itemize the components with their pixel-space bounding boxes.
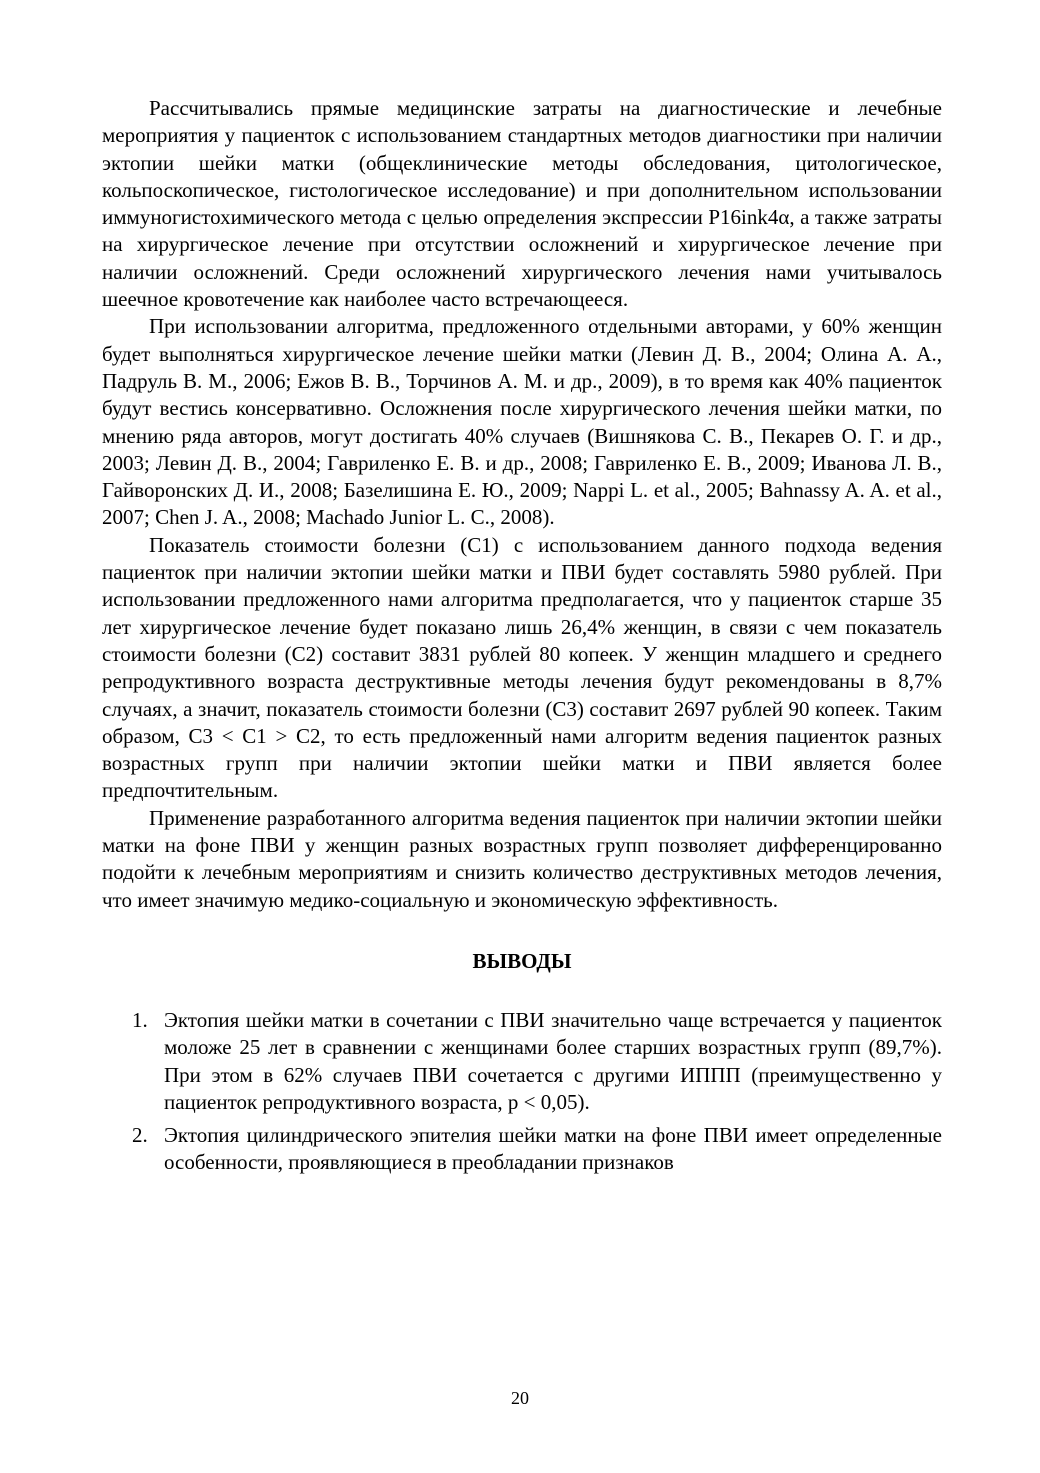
page-number: 20: [511, 1388, 529, 1408]
conclusion-number: 1.: [132, 1007, 148, 1032]
paragraph-cost-of-illness: Показатель стоимости болезни (С1) с использованием данного подхода ведения пациенток при наличии эктопии шейки матки и ПВИ будет составлять 5980 рублей. При использовании предложенного нами алгоритма предполагается, что у пациенток старше 35 лет хирургическое лечение будет показано лишь 26,4% женщин, в связи с чем показатель стоимости болезни (С2) составит 3831 рублей 80 копеек. У женщин младшего и среднего репродуктивного возраста деструктивные методы лечения будут рекомендованы в 8,7% случаях, а значит, показатель стоимости болезни (С3) составит 2697 рублей 90 копеек. Таким образом, С3 < С1 > С2, то есть предложенный нами алгоритм ведения пациенток разных возрастных групп при наличии эктопии шейки матки и ПВИ является более предпочтительным.: [102, 532, 942, 803]
section-heading-conclusions: ВЫВОДЫ: [472, 948, 572, 973]
conclusion-text: Эктопия цилиндрического эпителия шейки матки на фоне ПВИ имеет определенные особенности, проявляющиеся в преобладании признаков: [164, 1123, 942, 1175]
paragraph-algorithm-comparison: При использовании алгоритма, предложенного отдельными авторами, у 60% женщин будет выполняться хирургическое лечение шейки матки (Левин Д. В., 2004; Олина А. А., Падруль В. М., 2006; Ежов В. В., Торчинов А. М. и др., 2009), в то время как 40% пациенток будут вестись консервативно. Осложнения после хирургического лечения шейки матки, по мнению ряда авторов, могут достигать 40% случаев (Вишнякова С. В., Пекарев О. Г. и др., 2003; Левин Д. В., 2004; Гавриленко Е. В. и др., 2008; Гавриленко Е. В., 2009; Иванова Л. В., Гайворонских Д. И., 2008; Базелишина Е. Ю., 2009; Nappi L. et al., 2005; Bahnassy A. A. et al., 2007; Chen J. A., 2008; Machado Junior L. C., 2008).: [102, 314, 942, 530]
conclusion-text: Эктопия шейки матки в сочетании с ПВИ значительно чаще встречается у пациенток моложе 25 лет в сравнении с женщинами более старших возрастных групп (89,7%). При этом в 62% случаев ПВИ сочетается с другими ИППП (преимущественно у пациенток репродуктивного возраста, p < 0,05).: [164, 1007, 942, 1114]
paragraph-direct-costs: Рассчитывались прямые медицинские затраты на диагностические и лечебные мероприятия у пациенток с использованием стандартных методов диагностики при наличии эктопии шейки матки (общеклинические методы обследования, цитологическое, кольпоскопическое, гистологическое исследование) и при дополнительном использовании иммуногистохимического метода с целью определения экспрессии P16ink4α, а также затраты на хирургическое лечение при отсутствии осложнений и хирургическое лечение при наличии осложнений. Среди осложнений хирургического лечения нами учитывалось шеечное кровотечение как наиболее часто встречающееся.: [102, 96, 942, 312]
conclusions-list: [102, 1007, 942, 1177]
conclusion-number: 2.: [132, 1123, 148, 1148]
document-body: [102, 95, 942, 1183]
conclusion-item: [102, 1007, 942, 1116]
paragraph-algorithm-benefit: Применение разработанного алгоритма ведения пациенток при наличии эктопии шейки матки на фоне ПВИ у женщин разных возрастных групп позволяет дифференцированно подойти к лечебным мероприятиям и снизить количество деструктивных методов лечения, что имеет значимую медико-социальную и экономическую эффективность.: [102, 805, 942, 912]
conclusion-item: [102, 1122, 942, 1177]
